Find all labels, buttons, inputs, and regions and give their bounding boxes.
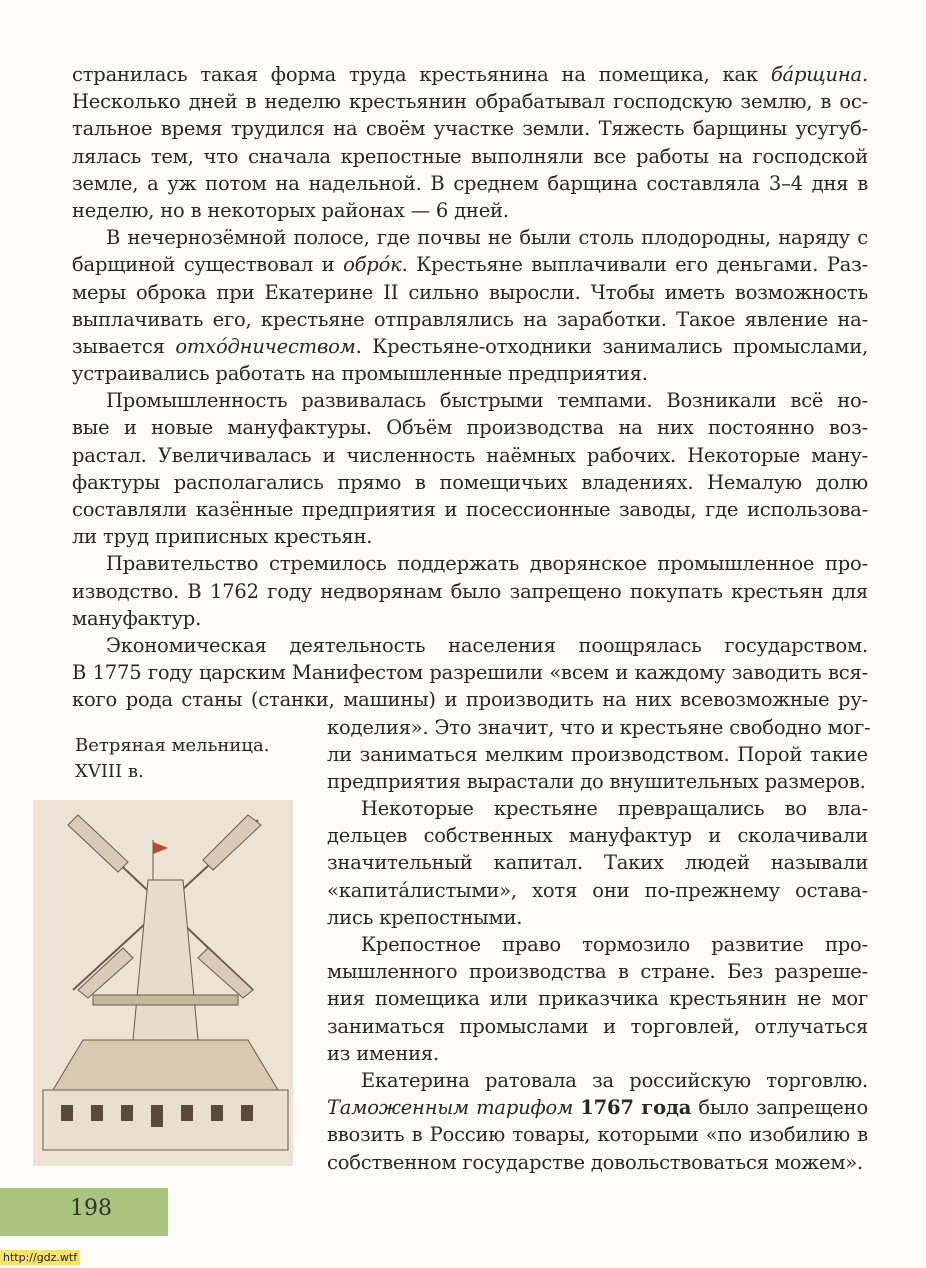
- text-line: [72, 360, 868, 387]
- text-segment: В нечернозёмной полосе, где почвы не были столь плодородны, наряду с: [106, 226, 868, 250]
- text-line: [72, 605, 868, 632]
- text-line: [72, 170, 868, 197]
- text-line: [327, 1121, 868, 1148]
- text-segment: тальное время трудился на своём участке земли. Тяжесть барщины усугуб-: [72, 117, 868, 141]
- text-segment: значительный капитал. Таких людей называли: [327, 851, 868, 875]
- text-segment: было запрещено: [691, 1096, 868, 1120]
- caption-title: Ветряная мельница.: [75, 735, 270, 756]
- windmill-illustration: [33, 800, 293, 1166]
- text-segment: изводство. В 1762 году недворянам было запрещено покупать крестьян для: [72, 579, 868, 603]
- text-line: [72, 143, 868, 170]
- text-segment: фактуры располагались прямо в помещичьих владениях. Немалую долю: [72, 470, 868, 494]
- text-line: [72, 88, 868, 115]
- text-line: [327, 958, 868, 985]
- text-segment: растал. Увеличивалась и численность наёмных рабочих. Некоторые ману-: [72, 443, 868, 467]
- text-segment: неделю, но в некоторых районах — 6 дней.: [72, 198, 509, 222]
- text-segment: зывается: [72, 334, 176, 358]
- text-segment: кого рода станы (станки, машины) и производить на них всевозможные ру-: [72, 688, 868, 712]
- figure-caption: [75, 733, 269, 785]
- bold-term: 1767 года: [580, 1096, 692, 1120]
- text-line: [327, 985, 868, 1012]
- text-segment: Правительство стремилось поддержать дворянское промышленное про-: [106, 552, 868, 576]
- text-segment: меры оброка при Екатерине II сильно выросли. Чтобы иметь возможность: [72, 280, 868, 304]
- text-segment: ввозить в Россию товары, которыми «по изобилию в: [327, 1123, 868, 1147]
- text-line: [72, 306, 868, 333]
- text-segment: выплачивать его, крестьяне отправлялись на заработки. Такое явление на-: [72, 307, 868, 331]
- text-segment: заниматься промыслами и торговлей, отлучаться: [327, 1014, 868, 1038]
- text-segment: мануфактур.: [72, 606, 202, 630]
- text-line: [72, 469, 868, 496]
- text-line: [327, 768, 868, 795]
- text-line: [72, 632, 868, 659]
- text-line: [72, 550, 868, 577]
- text-segment: земле, а уж потом на надельной. В среднем барщина составляла 3–4 дня в: [72, 171, 868, 195]
- text-line: [327, 1149, 868, 1176]
- text-segment: коделия». Это значит, что и крестьяне свободно мог-: [327, 715, 871, 739]
- text-line: [72, 387, 868, 414]
- text-line: [327, 931, 868, 958]
- text-line: [72, 578, 868, 605]
- italic-term: Таможенным тарифом: [327, 1096, 574, 1120]
- text-line: [72, 523, 868, 550]
- text-segment: дельцев собственных мануфактур и сколачивали: [327, 824, 868, 848]
- text-line: [72, 251, 868, 278]
- watermark-link[interactable]: http://gdz.wtf: [0, 1250, 80, 1265]
- text-line: [72, 197, 868, 224]
- text-line: [327, 795, 868, 822]
- text-segment: . Крестьяне-отходники занимались промыслами,: [355, 334, 868, 358]
- text-line: [72, 686, 868, 713]
- text-segment: ли труд приписных крестьян.: [72, 525, 373, 549]
- page-number: 198: [70, 1196, 112, 1221]
- caption-century: XVIII в.: [75, 761, 144, 782]
- text-line: [72, 414, 868, 441]
- text-segment: составляли казённые предприятия и посессионные заводы, где использова-: [72, 498, 868, 521]
- text-line: [327, 1094, 868, 1121]
- text-line: [327, 849, 868, 876]
- text-segment: В 1775 году царским Манифестом разрешили «всем и каждому заводить вся-: [72, 661, 868, 685]
- text-segment: из имения.: [327, 1041, 440, 1065]
- text-line: [327, 1013, 868, 1040]
- text-line: [327, 1040, 868, 1067]
- text-segment: Несколько дней в неделю крестьянин обрабатывал господскую землю, в ос-: [72, 90, 868, 114]
- text-line: [327, 741, 868, 768]
- text-segment: лялась тем, что сначала крепостные выполняли все работы на господской: [72, 144, 868, 168]
- text-segment: лись крепостными.: [327, 905, 523, 929]
- text-segment: ния помещика или приказчика крестьянин не мог: [327, 987, 868, 1011]
- text-line: [327, 822, 868, 849]
- text-segment: странилась такая форма труда крестьянина на помещика, как: [72, 63, 771, 86]
- text-segment: Промышленность развивалась быстрыми темпами. Возникали всё но-: [106, 389, 868, 413]
- text-segment: мышленного производства в стране. Без разреше-: [327, 960, 868, 984]
- text-line: [72, 442, 868, 469]
- italic-term: отхóдничеством: [175, 334, 356, 358]
- text-line: [327, 1067, 868, 1094]
- text-segment: . Крестьяне выплачивали его деньгами. Раз-: [401, 253, 868, 277]
- text-line: [327, 904, 868, 931]
- italic-term: бáрщина.: [770, 63, 868, 86]
- text-segment: Екатерина ратовала за российскую торговлю.: [361, 1068, 868, 1092]
- text-segment: барщиной существовал и: [72, 253, 344, 277]
- text-segment: предприятия вырастали до внушительных размеров.: [327, 769, 866, 793]
- text-segment: Крепостное право тормозило развитие про-: [361, 933, 868, 956]
- italic-term: обрóк: [343, 253, 402, 277]
- text-segment: ли заниматься мелким производством. Порой такие: [327, 742, 868, 766]
- text-line: [72, 224, 868, 251]
- text-segment: Некоторые крестьяне превращались во вла-: [361, 797, 868, 821]
- text-segment: собственном государстве довольствоваться можем».: [327, 1150, 864, 1174]
- text-segment: «капитáлистыми», хотя они по-прежнему остава-: [327, 878, 868, 902]
- text-line: [327, 877, 868, 904]
- text-segment: устраивались работать на промышленные предприятия.: [72, 362, 648, 386]
- text-line: [72, 279, 868, 306]
- text-line: [72, 115, 868, 142]
- text-segment: Экономическая деятельность населения поощрялась государством.: [106, 633, 868, 657]
- text-line: [72, 61, 868, 88]
- text-line: [72, 659, 868, 686]
- text-line: [72, 496, 868, 523]
- text-segment: вые и новые мануфактуры. Объём производства на них постоянно воз-: [72, 416, 868, 440]
- text-line: [72, 333, 868, 360]
- text-line: [327, 714, 871, 741]
